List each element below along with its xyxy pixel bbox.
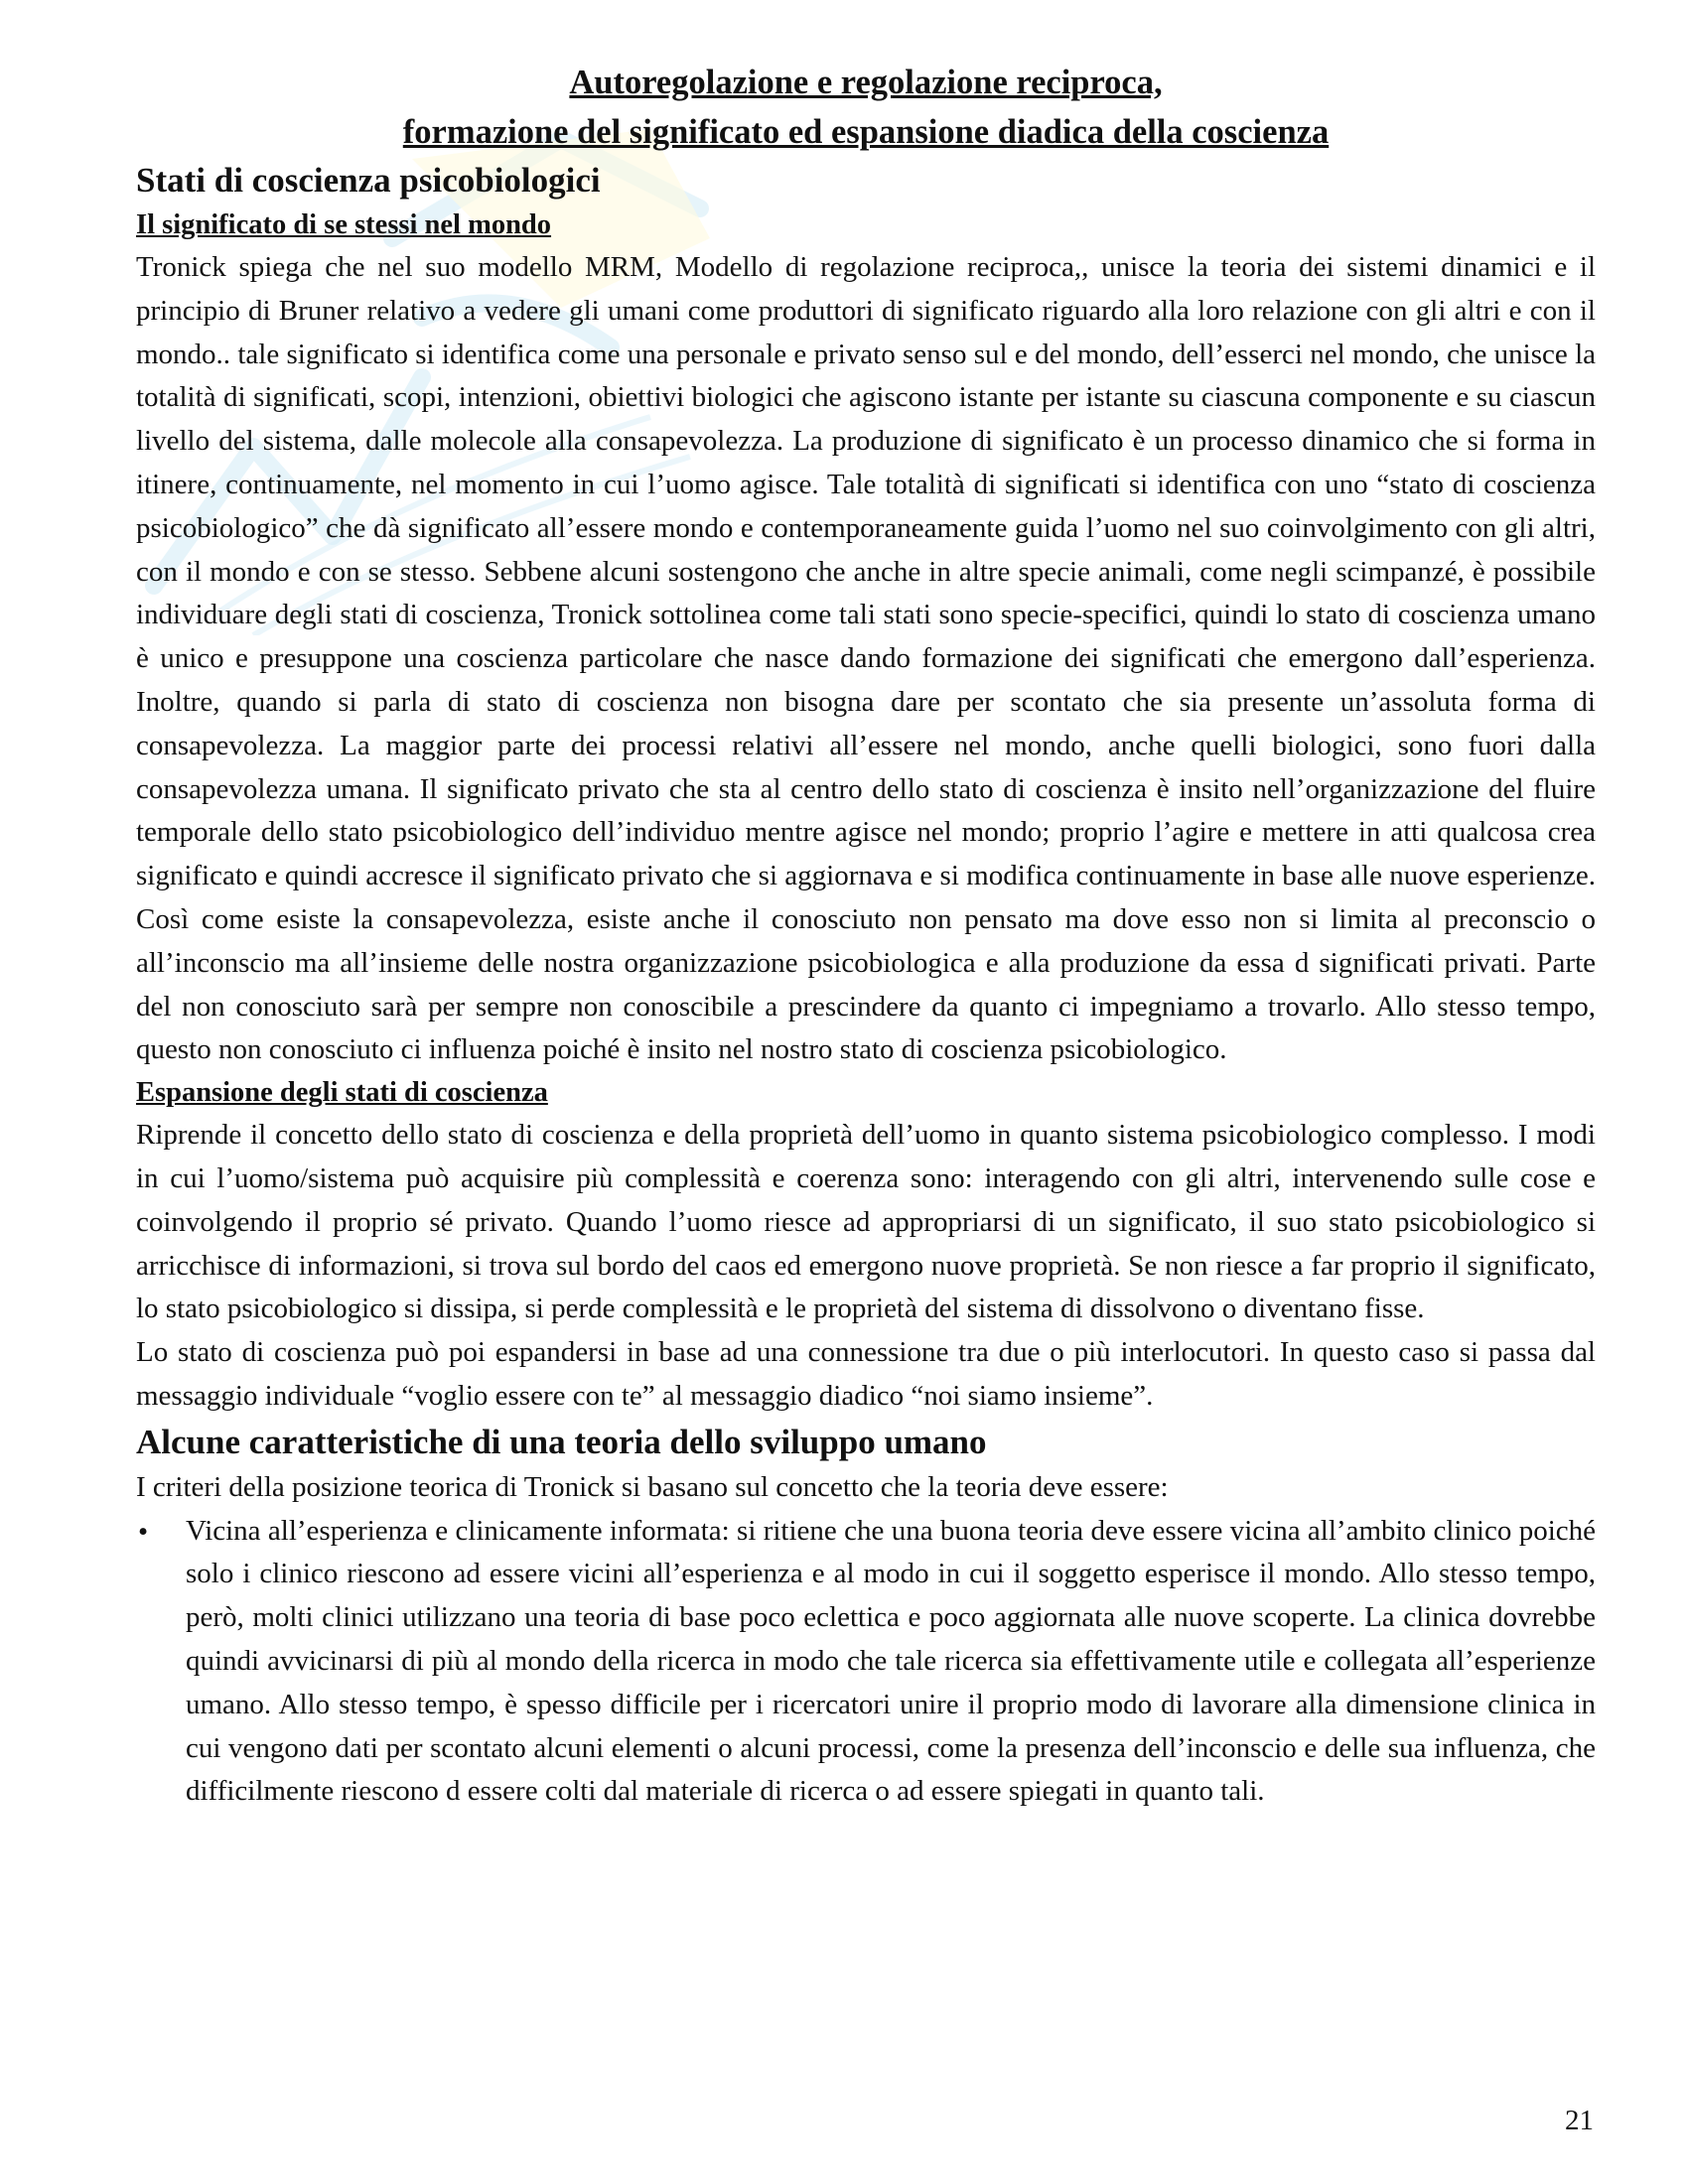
paragraph-espansione-1: Riprende il concetto dello stato di coscienza e della proprietà dell’uomo in quanto sistema psicobiologico complesso. I modi in cui l’uomo/sistema può acquisire più complessità e coerenza sono: interagendo con gli altri, intervenendo sulle cose e coinvolgendo il proprio sé privato. Quando l’uomo riesce ad appropriarsi di un significato, il suo stato psicobiologico si arricchisce di informazioni, si trova sul bordo del caos ed emergono nuove proprietà. Se non riesce a far proprio il significato, lo stato psicobiologico si dissipa, si perde complessità e le proprietà del sistema di dissolvono o diventano fisse. [136,1119,1596,1325]
section-heading-caratteristiche: Alcune caratteristiche di una teoria dello sviluppo umano [136,1422,987,1461]
document-title-line-2: formazione del significato ed espansione diadica della coscienza [402,113,1330,151]
subheading-significato: Il significato di se stessi nel mondo [136,209,552,240]
paragraph-criteri: I criteri della posizione teorica di Tronick si basano sul concetto che la teoria deve essere: [136,1470,1169,1503]
paragraph-espansione-2: Lo stato di coscienza può poi espandersi in base ad una connessione tra due o più interlocutori. In questo caso si passa dal messaggio individuale “voglio essere con te” al messaggio diadico “noi siamo insieme”. [136,1336,1596,1412]
page-number: 21 [1565,2105,1594,2136]
document-title-line-1: Autoregolazione e regolazione reciproca, [569,64,1163,101]
section-heading-stati-coscienza: Stati di coscienza psicobiologici [136,161,601,200]
paragraph-significato: Tronick spiega che nel suo modello MRM, Modello di regolazione reciproca,, unisce la teoria dei sistemi dinamici e il principio di Bruner relativo a vedere gli umani come produttori di significato riguardo alla loro relazione con gli altri e con il mondo.. tale significato si identifica come una personale e privato senso sul e del mondo, dell’esserci nel mondo, che unisce la totalità di significati, scopi, intenzioni, obiettivi biologici che agiscono istante per istante su ciascuna componente e su ciascun livello del sistema, dalle molecole alla consapevolezza. La produzione di significato è un processo dinamico che si forma in itinere, continuamente, nel momento in cui l’uomo agisce. Tale totalità di significati si identifica con uno “stato di coscienza psicobiologico” che dà significato all’essere mondo e contemporaneamente guida l’uomo nel suo coinvolgimento con gli altri, con il mondo e con se stesso. Sebbene alcuni sostengono che anche in altre specie animali, come negli scimpanzé, è possibile individuare degli stati di coscienza, Tronick sottolinea come tali stati sono specie-specifici, quindi lo stato di coscienza umano è unico e presuppone una coscienza particolare che nasce dando formazione dei significati che emergono dall’esperienza. Inoltre, quando si parla di stato di coscienza non bisogna dare per scontato che sia presente un’assoluta forma di consapevolezza. La maggior parte dei processi relativi all’essere nel mondo, anche quelli biologici, sono fuori dalla consapevolezza umana. Il significato privato che sta al centro dello stato di coscienza è insito nell’organizzazione del fluire temporale dello stato psicobiologico dell’individuo mentre agisce nel mondo; proprio l’agire e mettere in atti qualcosa crea significato e quindi accresce il significato privato che si aggiornava e si modifica continuamente in base alle nuove esperienze. Così come esiste la consapevolezza, esiste anche il conosciuto non pensato ma dove esso non si limita al preconscio o all’inconscio ma all’insieme delle nostra organizzazione psicobiologica e alla produzione da essa d significati privati. Parte del non conosciuto sarà per sempre non conoscibile a prescindere da quanto ci impegniamo a trovarlo. Allo stesso tempo, questo non conosciuto ci influenza poiché è insito nel nostro stato di coscienza psicobiologico. [136,251,1596,1066]
subheading-espansione: Espansione degli stati di coscienza [136,1077,548,1109]
bullet-icon: • [138,1515,149,1548]
criteria-list [136,1510,1596,1815]
list-item-text: Vicina all’esperienza e clinicamente informata: si ritiene che una buona teoria deve essere vicina all’ambito clinico poiché solo i clinico riescono ad essere vicini all’esperienza e al modo in cui il soggetto esperisce il mondo. Allo stesso tempo, però, molti clinici utilizzano una teoria di base poco eclettica e poco aggiornata alle nuove scoperte. La clinica dovrebbe quindi avvicinarsi di più al mondo della ricerca in modo che tale ricerca sia effettivamente utile e collegata all’esperienze umano. Allo stesso tempo, è spesso difficile per i ricercatori unire il proprio modo di lavorare alla dimensione clinica in cui vengono dati per scontato alcuni elementi o alcuni processi, come la presenza dell’inconscio e delle sua influenza, che difficilmente riescono d essere colti dal materiale di ricerca o ad essere spiegati in quanto tali. [186,1514,1596,1808]
list-item [136,1510,1596,1815]
document-page [136,58,1596,1814]
